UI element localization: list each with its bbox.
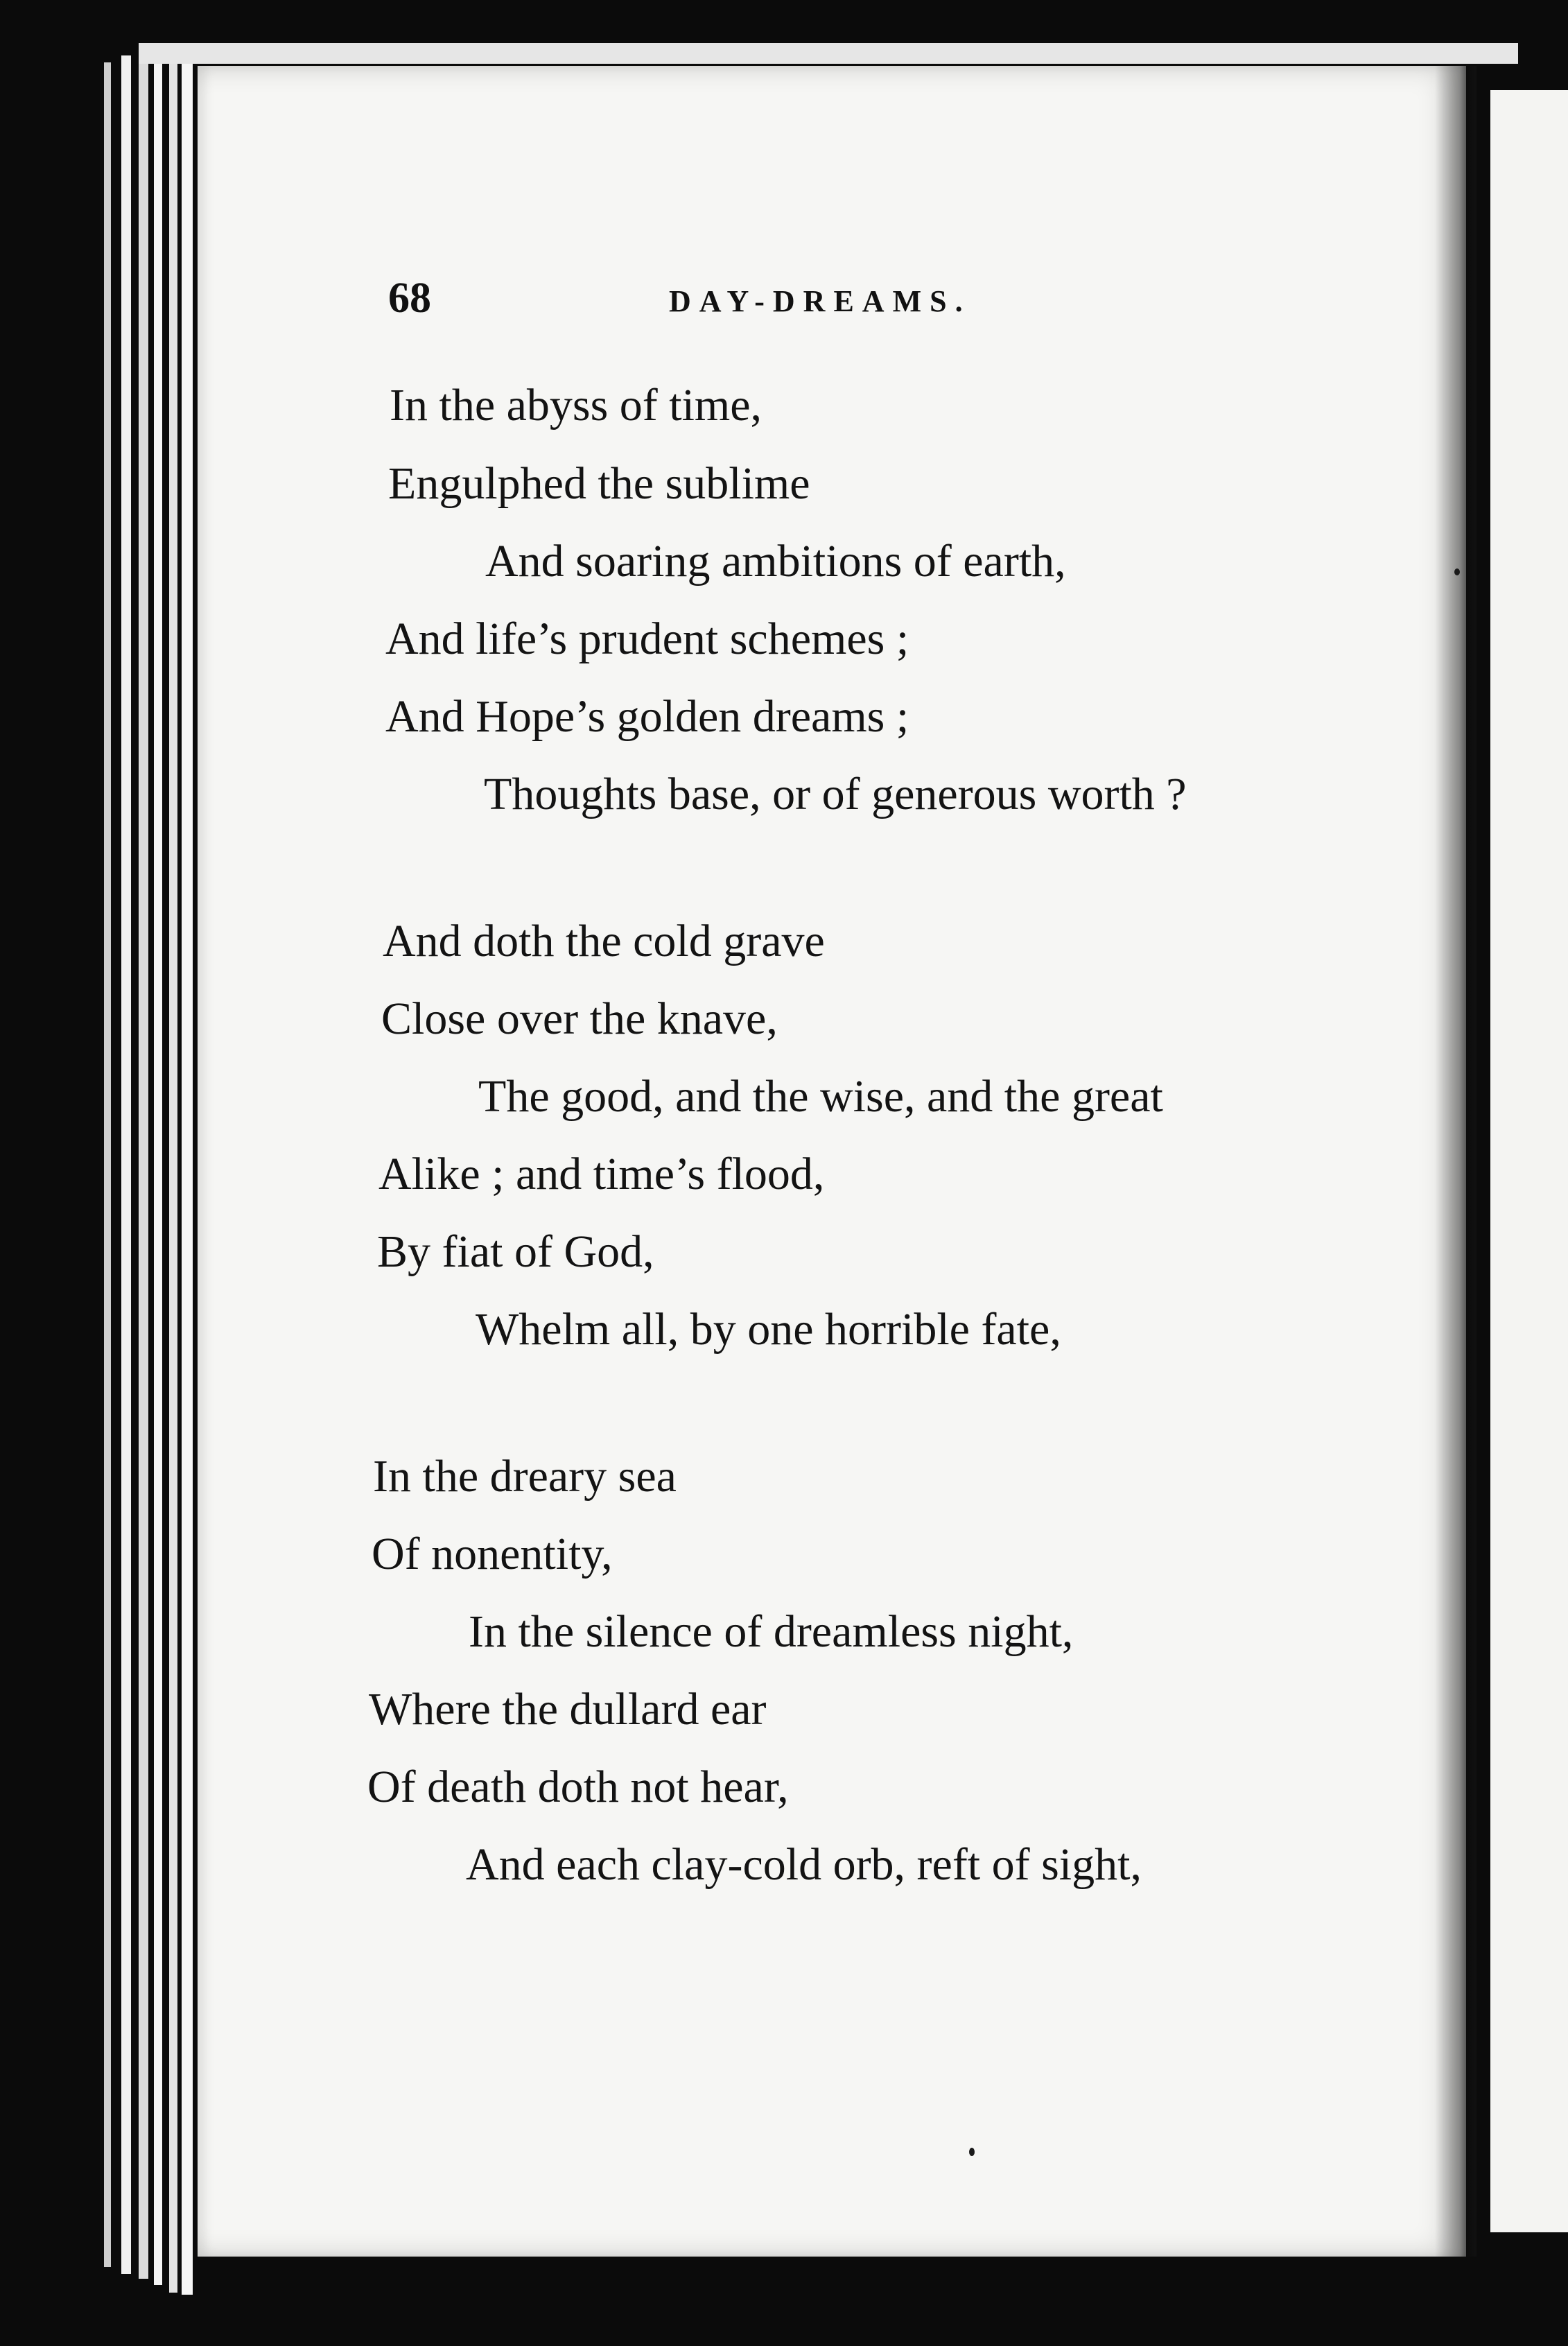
poem-line: In the silence of dreamless night, (469, 1606, 1074, 1657)
poem-line: And soaring ambitions of earth, (485, 536, 1066, 586)
poem-line: Where the dullard ear (369, 1684, 767, 1735)
print-speck (1454, 568, 1460, 575)
poem-line: And doth the cold grave (383, 916, 825, 966)
poem-line: In the abyss of time, (390, 380, 763, 431)
poem-line: Thoughts base, or of generous worth ? (484, 769, 1187, 819)
running-title: DAY-DREAMS. (669, 284, 971, 318)
poem-line: Whelm all, by one horrible fate, (476, 1304, 1061, 1355)
poem-line: And each clay-cold orb, reft of sight, (466, 1839, 1142, 1890)
poem-line: Of nonentity, (372, 1529, 613, 1579)
poem-line: And Hope’s golden dreams ; (385, 691, 909, 742)
poem-line: The good, and the wise, and the great (478, 1071, 1163, 1122)
page-number: 68 (388, 275, 431, 322)
poem-line: In the dreary sea (373, 1451, 677, 1502)
poem-line: Alike ; and time’s flood, (378, 1149, 825, 1199)
poem-line: Engulphed the sublime (388, 458, 810, 509)
poem-line: Close over the knave, (381, 993, 778, 1044)
print-speck (969, 2148, 975, 2156)
poem-line: By fiat of God, (377, 1226, 654, 1277)
poem-line: And life’s prudent schemes ; (385, 614, 909, 664)
poem-line: Of death doth not hear, (367, 1762, 789, 1812)
